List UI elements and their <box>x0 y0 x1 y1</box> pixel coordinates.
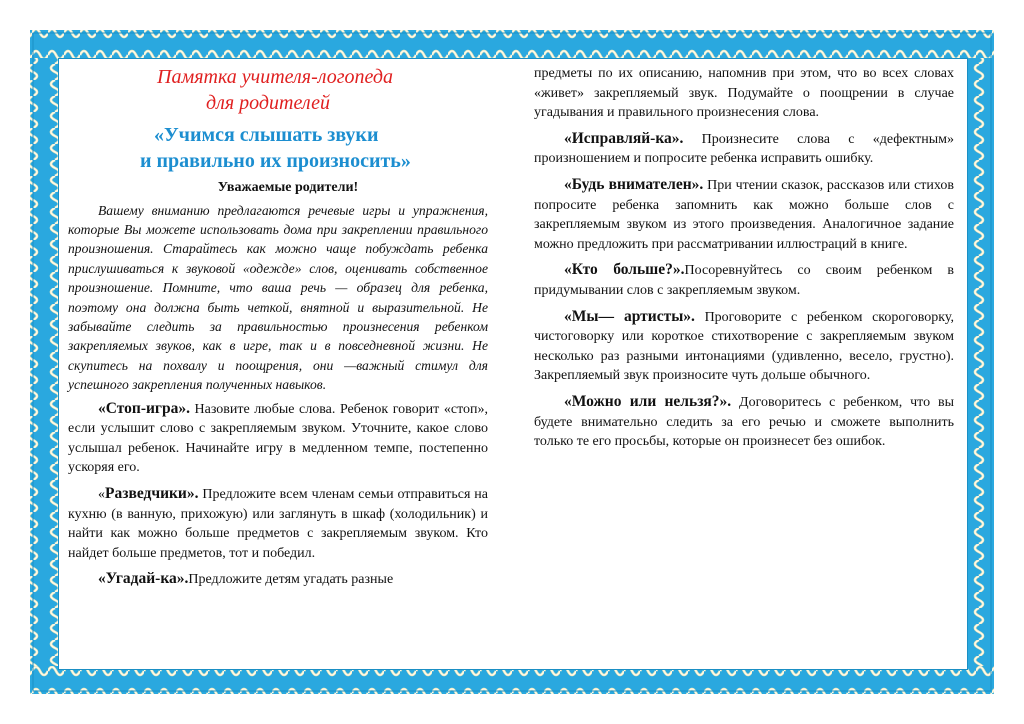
memo-subtitle-line2: и правильно их произносить» <box>140 150 411 172</box>
game-description: Произнесите слова с «дефектным» произношением и попросите ребенка исправить ошибку. <box>534 131 954 167</box>
memo-title-line2: для родителей <box>206 92 330 114</box>
intro-paragraph: Вашему вниманию предлагаются речевые игры и упражнения, которые Вы можете использовать дома при закреплении правильного произношения. Старайтесь как можно чаще побуждать ребенка прислушиваться к звуковой «одежде» слов, оценивать собственное произношение. Помните, что ваша речь — образец для ребенка, поэтому она должна быть четкой, внятной и выразительной. Не забывайте следить за правильностью произнесения ребенком закрепляемых звуков, как в игре, так и в повседневной жизни. Не скупитесь на похвалу и поощрения, они —важный стимул для успешного закрепления полученных навыков. <box>68 202 488 393</box>
game-description: При чтении сказок, рассказов или стихов попросите ребенка запомнить как можно больше слов с закрепляемым звуком из этого произведения. Аналогичное задание можно предложить при рассматривании иллюстраций в книге. <box>534 177 954 252</box>
game-description: Предложите всем членам семьи отправиться на кухню (в ванную, прихожую) или заглянуть в шкаф (холодильник) и найти как можно больше предметов с закрепляемым звуком. Кто найдет больше предметов, тот и победил. <box>68 486 488 561</box>
greeting: Уважаемые родители! <box>217 180 359 195</box>
memo-subtitle-line1: «Учимся слышать звуки <box>154 124 379 146</box>
game-name: «Можно или нельзя?». <box>564 392 732 410</box>
game-ugadai-ka-continuation: предметы по их описанию, напомнив при этом, что во всех словах «живет» закрепляемый звук. Подумайте о поощрении в случае угадывания и правильного произнесения слова. <box>534 66 954 121</box>
game-ispravlyai-ka <box>534 129 954 169</box>
game-name: «Мы— артисты». <box>564 307 695 325</box>
game-mozhno-ili-nelzya <box>534 392 954 452</box>
game-name: «Кто больше?». <box>564 261 685 279</box>
game-name: Разведчики <box>105 484 187 502</box>
right-column <box>534 64 954 452</box>
game-bud-vnimatelen <box>534 175 954 254</box>
game-name: «Угадай-ка». <box>98 570 189 588</box>
game-my-artisty <box>534 307 954 386</box>
game-name-quote-open: « <box>98 486 105 502</box>
game-name: «Стоп-игра». <box>98 399 190 417</box>
game-name-quote-close: ». <box>186 484 199 502</box>
memo-title-line1: Памятка учителя-логопеда <box>157 66 393 88</box>
memo-title <box>68 64 488 116</box>
left-column <box>68 64 488 590</box>
game-description: Предложите детям угадать разные <box>188 572 394 588</box>
game-description: Назовите любые слова. Ребенок говорит «стоп», если услышит слово с закрепляемым звуком. Уточните, какое слово услышал ребенок. Начинайте игру в медленном темпе, постепенно ускоряя его. <box>68 401 488 476</box>
game-razvedchiki <box>68 484 488 563</box>
game-description: Посоревнуйтесь со своим ребенком в придумывании слов с закрепляемым звуком. <box>534 263 954 298</box>
game-name: «Исправляй-ка». <box>564 129 684 147</box>
game-name: «Будь внимателен». <box>564 175 704 193</box>
game-description: Договоритесь с ребенком, что вы будете внимательно следить за его речью и сможете выполнить только те его просьбы, которые он произнесет без ошибок. <box>534 394 954 450</box>
game-description: Проговорите с ребенком скороговорку, чистоговорку или короткое стихотворение с закрепляемым звуком несколько раз разными интонациями (удивленно, весело, грустно). Закрепляемый звук произносите чуть дольше обычного. <box>534 309 955 384</box>
memo-subtitle <box>68 122 488 174</box>
game-ugadai-ka <box>68 569 488 590</box>
game-stop-igra <box>68 399 488 478</box>
game-kto-bolshe <box>534 260 954 300</box>
